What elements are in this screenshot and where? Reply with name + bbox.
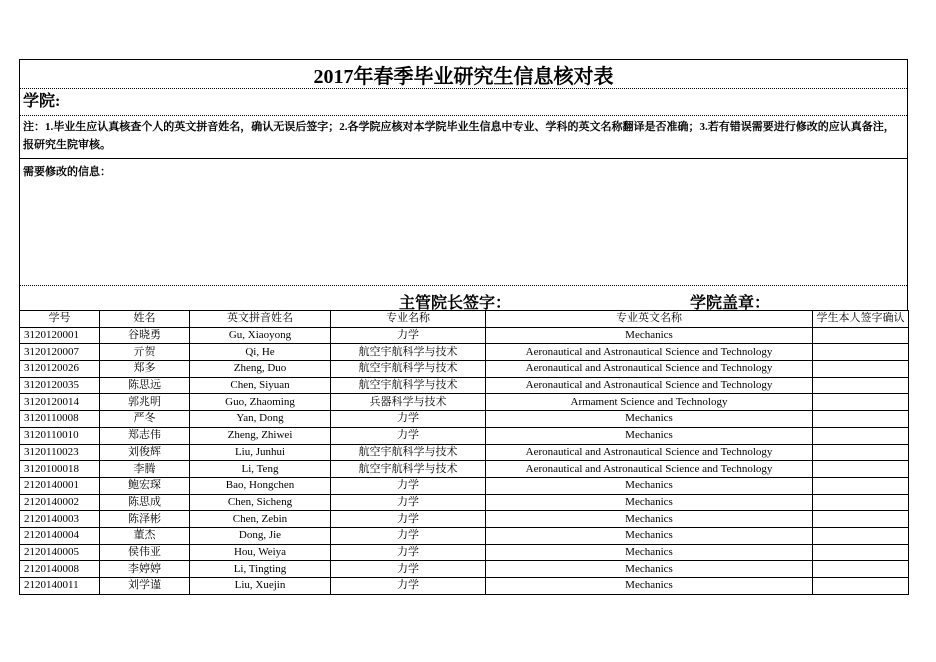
cell-name: 李婷婷 [100,561,190,578]
cell-major: 力学 [331,427,486,444]
cell-student-id: 3120120026 [20,361,100,378]
cell-student-id: 2120140008 [20,561,100,578]
cell-student-signature [813,377,909,394]
cell-pinyin-name: Liu, Xuejin [190,578,331,595]
cell-student-id: 3120120035 [20,377,100,394]
cell-student-id: 3120110023 [20,444,100,461]
table-row [20,444,909,461]
cell-student-signature [813,461,909,478]
cell-major: 航空宇航科学与技术 [331,361,486,378]
dean-signature-label: 主管院长签字： [399,295,512,312]
cell-student-id: 2120140003 [20,511,100,528]
cell-student-signature [813,527,909,544]
cell-major-english: Mechanics [486,411,813,428]
cell-name: 李腾 [100,461,190,478]
cell-major: 航空宇航科学与技术 [331,444,486,461]
cell-name: 郑志伟 [100,427,190,444]
cell-pinyin-name: Chen, Zebin [190,511,331,528]
cell-pinyin-name: Li, Teng [190,461,331,478]
cell-pinyin-name: Hou, Weiya [190,544,331,561]
cell-student-signature [813,511,909,528]
cell-name: 陈思远 [100,377,190,394]
cell-pinyin-name: Zheng, Zhiwei [190,427,331,444]
cell-pinyin-name: Liu, Junhui [190,444,331,461]
cell-pinyin-name: Dong, Jie [190,527,331,544]
cell-major: 力学 [331,578,486,595]
modification-info-area [20,159,907,286]
cell-name: 陈泽彬 [100,511,190,528]
cell-name: 陈思成 [100,494,190,511]
header-name: 姓名 [100,311,190,328]
table-row [20,461,909,478]
cell-pinyin-name: Zheng, Duo [190,361,331,378]
cell-major-english: Aeronautical and Astronautical Science and Technology [486,361,813,378]
table-row [20,377,909,394]
header-student-id: 学号 [20,311,100,328]
cell-major: 航空宇航科学与技术 [331,461,486,478]
cell-student-signature [813,544,909,561]
cell-student-signature [813,494,909,511]
college-seal-label: 学院盖章： [690,295,771,312]
cell-student-signature [813,578,909,595]
table-body [20,327,909,594]
cell-major: 航空宇航科学与技术 [331,377,486,394]
cell-student-signature [813,344,909,361]
cell-pinyin-name: Chen, Sicheng [190,494,331,511]
cell-student-id: 2120140005 [20,544,100,561]
cell-name: 刘学谨 [100,578,190,595]
cell-major-english: Mechanics [486,427,813,444]
cell-student-id: 3120120014 [20,394,100,411]
cell-pinyin-name: Gu, Xiaoyong [190,327,331,344]
cell-major-english: Mechanics [486,561,813,578]
table-row [20,327,909,344]
table-row [20,494,909,511]
cell-major: 力学 [331,494,486,511]
cell-major: 兵器科学与技术 [331,394,486,411]
cell-student-id: 3120110010 [20,427,100,444]
cell-pinyin-name: Bao, Hongchen [190,477,331,494]
cell-major: 力学 [331,477,486,494]
cell-major-english: Armament Science and Technology [486,394,813,411]
cell-name: 董杰 [100,527,190,544]
cell-major-english: Mechanics [486,544,813,561]
cell-student-signature [813,411,909,428]
table-row [20,511,909,528]
cell-major-english: Aeronautical and Astronautical Science and Technology [486,461,813,478]
table-row [20,411,909,428]
cell-major-english: Mechanics [486,511,813,528]
instructions-note: 注：1.毕业生应认真核查个人的英文拼音姓名，确认无误后签字；2.各学院应核对本学院毕业生信息中专业、学科的英文名称翻译是否准确；3.若有错误需要进行修改的应认真备注，报研究生院审核。 [20,116,907,159]
table-row [20,578,909,595]
cell-major: 力学 [331,527,486,544]
signature-row [20,286,907,310]
table-row [20,544,909,561]
table-row [20,527,909,544]
cell-name: 亓贺 [100,344,190,361]
cell-major-english: Mechanics [486,327,813,344]
cell-major-english: Aeronautical and Astronautical Science and Technology [486,444,813,461]
cell-student-signature [813,427,909,444]
cell-major: 力学 [331,561,486,578]
cell-student-signature [813,444,909,461]
cell-major-english: Mechanics [486,477,813,494]
cell-student-signature [813,561,909,578]
cell-student-id: 2120140004 [20,527,100,544]
cell-student-signature [813,361,909,378]
cell-pinyin-name: Chen, Siyuan [190,377,331,394]
header-pinyin-name: 英文拼音姓名 [190,311,331,328]
cell-major: 力学 [331,544,486,561]
cell-student-id: 2120140001 [20,477,100,494]
header-student-signature: 学生本人签字确认 [813,311,909,328]
verification-sheet [19,59,908,595]
cell-major: 力学 [331,327,486,344]
cell-major: 力学 [331,411,486,428]
cell-student-id: 2120140002 [20,494,100,511]
sheet-header-box [19,59,908,310]
cell-major-english: Aeronautical and Astronautical Science and Technology [486,344,813,361]
cell-student-id: 3120110008 [20,411,100,428]
table-row [20,477,909,494]
table-row [20,344,909,361]
cell-major: 力学 [331,511,486,528]
cell-major: 航空宇航科学与技术 [331,344,486,361]
cell-major-english: Mechanics [486,527,813,544]
table-row [20,427,909,444]
cell-major-english: Mechanics [486,578,813,595]
header-major: 专业名称 [331,311,486,328]
cell-name: 刘俊辉 [100,444,190,461]
table-header-row [20,311,909,328]
cell-pinyin-name: Li, Tingting [190,561,331,578]
page-title: 2017年春季毕业研究生信息核对表 [20,60,907,89]
cell-student-id: 3120100018 [20,461,100,478]
cell-student-signature [813,394,909,411]
cell-major-english: Aeronautical and Astronautical Science and Technology [486,377,813,394]
cell-name: 郑多 [100,361,190,378]
cell-student-id: 3120120007 [20,344,100,361]
cell-student-id: 2120140011 [20,578,100,595]
cell-student-signature [813,477,909,494]
cell-name: 鲍宏琛 [100,477,190,494]
college-field-label: 学院: [20,89,907,116]
cell-pinyin-name: Guo, Zhaoming [190,394,331,411]
cell-name: 严冬 [100,411,190,428]
cell-name: 侯伟亚 [100,544,190,561]
cell-pinyin-name: Qi, He [190,344,331,361]
cell-name: 郭兆明 [100,394,190,411]
header-major-english: 专业英文名称 [486,311,813,328]
modification-info-label: 需要修改的信息： [23,166,111,178]
cell-name: 谷晓勇 [100,327,190,344]
table-row [20,561,909,578]
table-row [20,361,909,378]
cell-pinyin-name: Yan, Dong [190,411,331,428]
cell-major-english: Mechanics [486,494,813,511]
student-info-table [19,310,909,595]
cell-student-signature [813,327,909,344]
cell-student-id: 3120120001 [20,327,100,344]
table-row [20,394,909,411]
